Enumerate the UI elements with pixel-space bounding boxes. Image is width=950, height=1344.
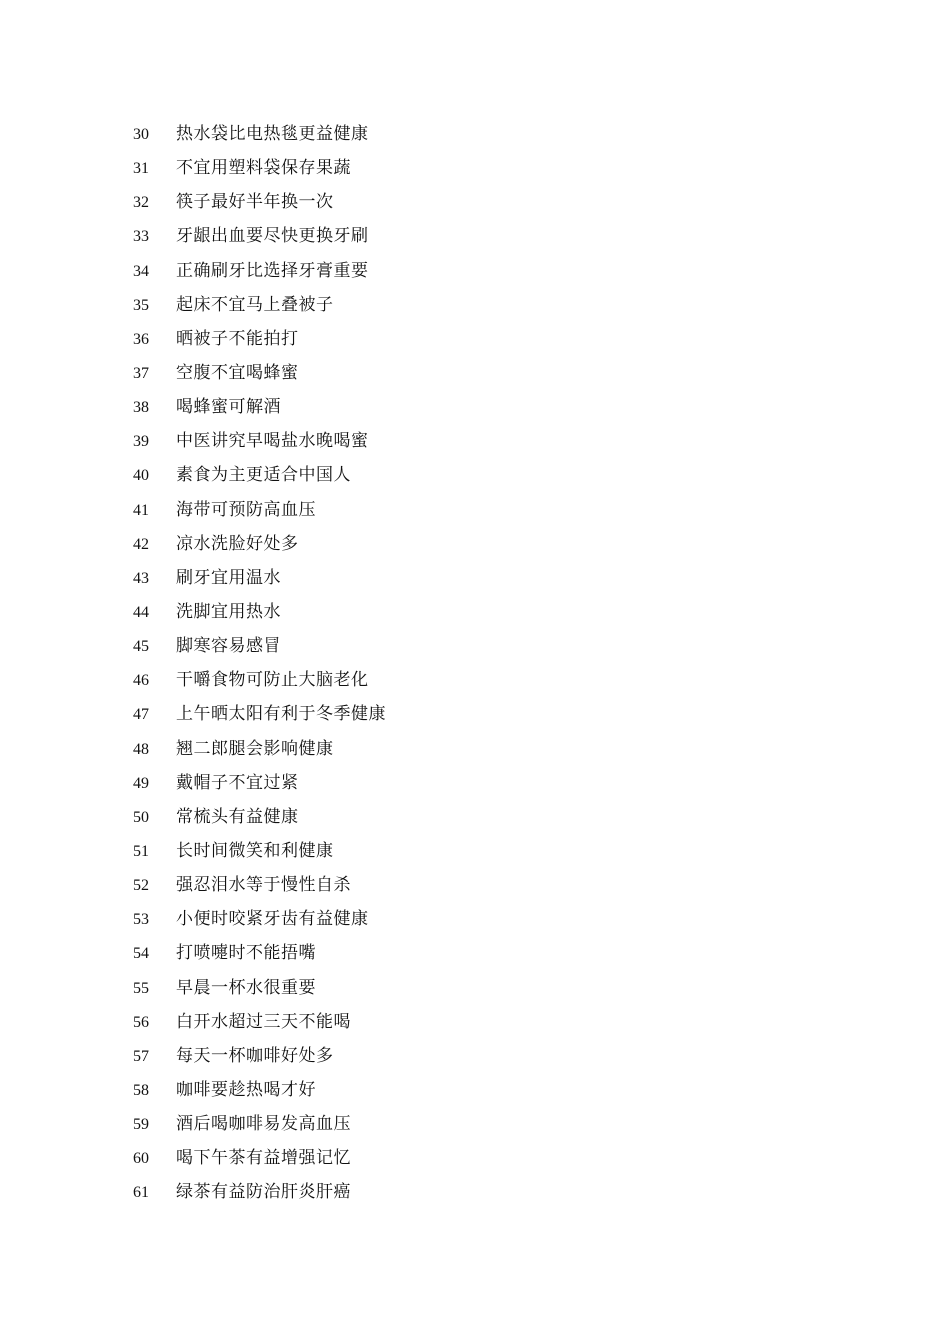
item-text: 空腹不宜喝蜂蜜 bbox=[176, 362, 299, 383]
item-text: 上午晒太阳有利于冬季健康 bbox=[176, 704, 386, 725]
item-text: 海带可预防高血压 bbox=[176, 499, 316, 520]
item-text: 酒后喝咖啡易发高血压 bbox=[176, 1114, 351, 1135]
item-number: 54 bbox=[133, 945, 149, 963]
item-text: 戴帽子不宜过紧 bbox=[176, 772, 299, 793]
item-number: 32 bbox=[133, 194, 149, 212]
list-item bbox=[133, 527, 386, 561]
list-item bbox=[133, 971, 386, 1005]
item-text: 不宜用塑料袋保存果蔬 bbox=[176, 158, 351, 179]
list-item bbox=[133, 117, 386, 151]
item-text: 长时间微笑和利健康 bbox=[176, 840, 334, 861]
item-number: 50 bbox=[133, 808, 149, 826]
item-number: 42 bbox=[133, 535, 149, 553]
item-number: 47 bbox=[133, 706, 149, 724]
list-item bbox=[133, 1175, 386, 1209]
item-text: 喝下午茶有益增强记忆 bbox=[176, 1148, 351, 1169]
list-item bbox=[133, 595, 386, 629]
list-item bbox=[133, 254, 386, 288]
item-text: 每天一杯咖啡好处多 bbox=[176, 1045, 334, 1066]
item-text: 脚寒容易感冒 bbox=[176, 636, 281, 657]
item-number: 51 bbox=[133, 842, 149, 860]
item-number: 43 bbox=[133, 569, 149, 587]
list-item bbox=[133, 219, 386, 253]
item-text: 刷牙宜用温水 bbox=[176, 567, 281, 588]
list-item bbox=[133, 185, 386, 219]
list-item bbox=[133, 800, 386, 834]
list-item bbox=[133, 1141, 386, 1175]
item-number: 48 bbox=[133, 740, 149, 758]
item-number: 30 bbox=[133, 126, 149, 143]
list-item bbox=[133, 868, 386, 902]
item-number: 31 bbox=[133, 160, 149, 178]
item-number: 45 bbox=[133, 638, 149, 656]
list-item bbox=[133, 561, 386, 595]
item-text: 咖啡要趁热喝才好 bbox=[176, 1079, 316, 1100]
list-item bbox=[133, 902, 386, 936]
item-number: 52 bbox=[133, 877, 149, 895]
list-item bbox=[133, 663, 386, 697]
item-number: 38 bbox=[133, 399, 149, 417]
numbered-list bbox=[133, 117, 386, 1210]
list-item bbox=[133, 697, 386, 731]
list-item bbox=[133, 1107, 386, 1141]
item-number: 37 bbox=[133, 364, 149, 382]
item-number: 35 bbox=[133, 296, 149, 314]
item-text: 常梳头有益健康 bbox=[176, 806, 299, 827]
item-number: 41 bbox=[133, 501, 149, 519]
item-number: 40 bbox=[133, 467, 149, 485]
item-number: 39 bbox=[133, 433, 149, 451]
item-number: 34 bbox=[133, 262, 149, 280]
list-item bbox=[133, 322, 386, 356]
item-text: 强忍泪水等于慢性自杀 bbox=[176, 875, 351, 896]
list-item bbox=[133, 390, 386, 424]
item-text: 干嚼食物可防止大脑老化 bbox=[176, 670, 369, 691]
item-text: 绿茶有益防治肝炎肝癌 bbox=[176, 1182, 351, 1203]
item-number: 53 bbox=[133, 911, 149, 929]
list-item bbox=[133, 732, 386, 766]
item-number: 46 bbox=[133, 672, 149, 690]
item-number: 36 bbox=[133, 330, 149, 348]
item-number: 49 bbox=[133, 774, 149, 792]
item-number: 61 bbox=[133, 1184, 149, 1202]
item-number: 59 bbox=[133, 1116, 149, 1134]
item-text: 晒被子不能拍打 bbox=[176, 328, 299, 349]
list-item bbox=[133, 1073, 386, 1107]
list-item bbox=[133, 1039, 386, 1073]
item-text: 打喷嚏时不能捂嘴 bbox=[176, 943, 316, 964]
item-number: 56 bbox=[133, 1013, 149, 1031]
list-item bbox=[133, 936, 386, 970]
item-text: 凉水洗脸好处多 bbox=[176, 533, 299, 554]
list-item bbox=[133, 766, 386, 800]
item-number: 58 bbox=[133, 1081, 149, 1099]
list-item bbox=[133, 424, 386, 458]
item-number: 57 bbox=[133, 1047, 149, 1065]
item-text: 牙龈出血要尽快更换牙刷 bbox=[176, 226, 369, 247]
list-item bbox=[133, 458, 386, 492]
list-item bbox=[133, 288, 386, 322]
list-item bbox=[133, 834, 386, 868]
item-text: 早晨一杯水很重要 bbox=[176, 977, 316, 998]
item-number: 44 bbox=[133, 603, 149, 621]
item-text: 喝蜂蜜可解酒 bbox=[176, 397, 281, 418]
item-text: 中医讲究早喝盐水晚喝蜜 bbox=[176, 431, 369, 452]
item-text: 正确刷牙比选择牙膏重要 bbox=[176, 260, 369, 281]
item-text: 小便时咬紧牙齿有益健康 bbox=[176, 909, 369, 930]
list-item bbox=[133, 1005, 386, 1039]
list-item bbox=[133, 151, 386, 185]
list-item bbox=[133, 493, 386, 527]
item-number: 55 bbox=[133, 979, 149, 997]
item-text: 白开水超过三天不能喝 bbox=[176, 1011, 351, 1032]
item-number: 33 bbox=[133, 228, 149, 246]
item-text: 素食为主更适合中国人 bbox=[176, 465, 351, 486]
item-text: 筷子最好半年换一次 bbox=[176, 192, 334, 213]
item-text: 起床不宜马上叠被子 bbox=[176, 294, 334, 315]
list-item bbox=[133, 356, 386, 390]
item-number: 60 bbox=[133, 1150, 149, 1168]
item-text: 洗脚宜用热水 bbox=[176, 601, 281, 622]
item-text: 热水袋比电热毯更益健康 bbox=[176, 124, 369, 144]
item-text: 翘二郎腿会影响健康 bbox=[176, 738, 334, 759]
list-item bbox=[133, 629, 386, 663]
